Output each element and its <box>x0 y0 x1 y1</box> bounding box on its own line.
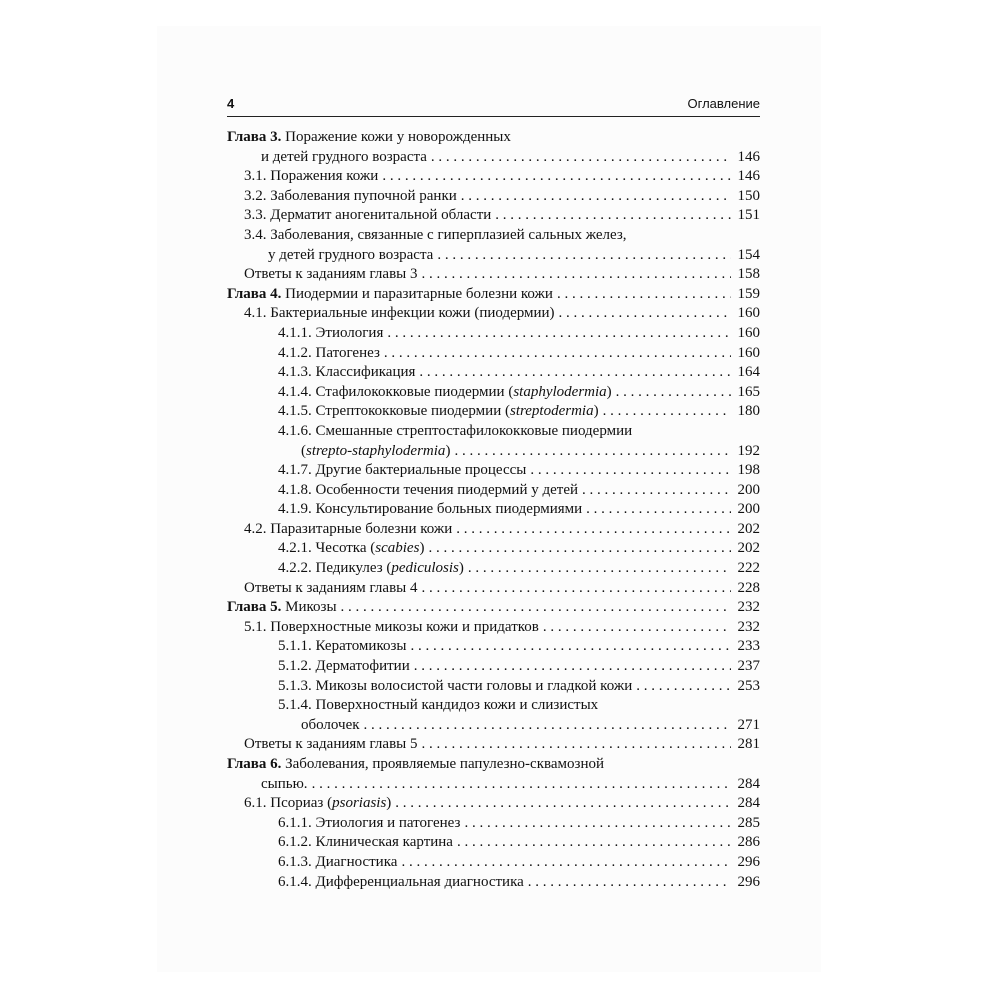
page-ref: 284 <box>737 795 760 812</box>
toc-entry-4-1 <box>227 304 760 324</box>
toc-entry-4-2-2 <box>227 559 760 579</box>
toc-entry-3-4 <box>227 246 760 266</box>
dot-leader <box>528 873 731 893</box>
entry-text: 4.2.1. Чесотка ( <box>278 540 376 557</box>
chapter-title: Поражение кожи у новорожденных <box>285 129 511 145</box>
toc-entry-5-1-4-title <box>227 696 760 716</box>
toc-entry-3-1 <box>227 167 760 187</box>
page-ref: 158 <box>737 266 760 283</box>
toc-entry-6-1-4 <box>227 873 760 893</box>
entry-text: Ответы к заданиям главы 4 <box>244 579 418 596</box>
page-ref: 200 <box>737 501 760 518</box>
page-ref: 160 <box>737 324 760 341</box>
page-number: 4 <box>227 96 235 111</box>
toc-entry-5-1-3 <box>227 677 760 697</box>
entry-text: 5.1.2. Дерматофитии <box>278 658 410 675</box>
page-ref: 192 <box>737 442 760 459</box>
toc-entry-4-1-6 <box>227 442 760 462</box>
entry-text-close: ) <box>458 560 464 577</box>
page-ref: 159 <box>737 285 760 302</box>
page-ref: 198 <box>737 462 760 479</box>
page-ref: 180 <box>737 403 760 420</box>
toc-entry-4-1-2 <box>227 344 760 364</box>
entry-text-close: ) <box>419 540 425 557</box>
page-ref: 233 <box>737 638 760 655</box>
toc-answers-5 <box>227 735 760 755</box>
entry-text: 4.1.5. Стрептококковые пиодермии ( <box>278 403 510 420</box>
chapter-label: Глава 5. <box>227 599 282 616</box>
page-ref: 202 <box>737 520 760 537</box>
dot-leader <box>419 363 731 383</box>
page-ref: 285 <box>737 814 760 831</box>
page-ref: 202 <box>737 540 760 557</box>
latin-term: strepto-staphylodermia <box>306 442 446 459</box>
toc-entry-4-1-3 <box>227 363 760 383</box>
page-ref: 160 <box>737 305 760 322</box>
dot-leader <box>461 187 731 207</box>
entry-text-close: ) <box>445 442 451 459</box>
dot-leader <box>410 637 731 657</box>
dot-leader <box>530 461 731 481</box>
dot-leader <box>414 657 731 677</box>
page-ref: 164 <box>737 364 760 381</box>
dot-leader <box>456 520 731 540</box>
entry-text: 3.3. Дерматит аногенитальной области <box>244 207 492 224</box>
page-ref: 232 <box>737 599 760 616</box>
entry-text-cont: у детей грудного возраста <box>268 246 434 263</box>
toc-chapter-6-title <box>227 755 760 775</box>
entry-text: 4.1.6. Смешанные стрептостафилококковые пиодермии <box>278 422 633 439</box>
entry-text: 6.1.1. Этиология и патогенез <box>278 814 461 831</box>
toc-entry-6-1-3 <box>227 853 760 873</box>
entry-text-open: ( <box>301 442 306 459</box>
toc-entry-4-1-1 <box>227 324 760 344</box>
entry-text: 6.1.2. Клиническая картина <box>278 834 453 851</box>
entry-text: 5.1. Поверхностные микозы кожи и придатков <box>244 618 539 635</box>
toc-entry-6-1-2 <box>227 833 760 853</box>
entry-text: 4.1.7. Другие бактериальные процессы <box>278 462 527 479</box>
dot-leader <box>382 167 731 187</box>
dot-leader <box>543 618 731 638</box>
chapter-label: Глава 4. <box>227 285 282 302</box>
latin-term: streptodermia <box>509 403 594 420</box>
page-ref: 165 <box>737 383 760 400</box>
toc-answers-4 <box>227 579 760 599</box>
chapter-title-cont: сыпью. <box>261 775 308 792</box>
toc-entry-4-1-5 <box>227 402 760 422</box>
entry-text: 5.1.4. Поверхностный кандидоз кожи и слизистых <box>278 697 599 714</box>
dot-leader <box>431 148 731 168</box>
entry-text: 4.1.8. Особенности течения пиодермий у детей <box>278 481 579 498</box>
chapter-label: Глава 3. <box>227 129 282 145</box>
toc-entry-5-1-2 <box>227 657 760 677</box>
entry-text: 6.1. Псориаз ( <box>244 795 333 812</box>
entry-text: 4.1.2. Патогенез <box>278 344 380 361</box>
entry-text: Ответы к заданиям главы 3 <box>244 266 418 283</box>
dot-leader <box>616 383 731 403</box>
entry-text: 5.1.1. Кератомикозы <box>278 638 407 655</box>
entry-text-close: ) <box>606 383 612 400</box>
page-ref: 286 <box>737 834 760 851</box>
toc-entry-6-1-1 <box>227 814 760 834</box>
dot-leader <box>454 442 731 462</box>
dot-leader <box>636 677 731 697</box>
dot-leader <box>364 716 731 736</box>
toc-entry-4-1-6-title <box>227 422 760 442</box>
toc-chapter-5 <box>227 598 760 618</box>
entry-text: 4.1. Бактериальные инфекции кожи (пиодермии) <box>244 305 555 322</box>
page-ref: 154 <box>737 246 760 263</box>
toc-entry-5-1-1 <box>227 637 760 657</box>
page-ref: 284 <box>737 775 760 792</box>
dot-leader <box>387 324 731 344</box>
page-ref: 228 <box>737 579 760 596</box>
entry-text: 3.4. Заболевания, связанные с гиперплазией сальных желез, <box>244 226 627 243</box>
page-ref: 222 <box>737 560 760 577</box>
dot-leader <box>421 735 731 755</box>
dot-leader <box>395 794 731 814</box>
running-header <box>227 96 760 117</box>
dot-leader <box>457 833 731 853</box>
chapter-title: Микозы <box>285 599 337 616</box>
dot-leader <box>421 579 731 599</box>
dot-leader <box>495 206 731 226</box>
entry-text-cont: оболочек <box>301 716 360 733</box>
latin-term: staphylodermia <box>513 383 607 400</box>
entry-text: 6.1.3. Диагностика <box>278 853 398 870</box>
entry-text: 4.2.2. Педикулез ( <box>278 560 392 577</box>
toc-entry-4-1-8 <box>227 481 760 501</box>
toc-entry-3-4-title <box>227 226 760 246</box>
toc-entry-5-1-4 <box>227 716 760 736</box>
toc-chapter-4 <box>227 285 760 305</box>
toc-entry-6-1 <box>227 794 760 814</box>
page-ref: 232 <box>737 618 760 635</box>
toc-entry-4-2 <box>227 520 760 540</box>
dot-leader <box>428 539 731 559</box>
page-ref: 281 <box>737 736 760 753</box>
latin-term: psoriasis <box>332 795 387 812</box>
entry-text-close: ) <box>593 403 599 420</box>
page-ref: 271 <box>737 716 760 733</box>
toc-chapter-3-title <box>227 128 760 148</box>
dot-leader <box>559 304 731 324</box>
toc-entry-4-2-1 <box>227 539 760 559</box>
dot-leader <box>384 344 731 364</box>
entry-text: Ответы к заданиям главы 5 <box>244 736 418 753</box>
toc-entry-3-2 <box>227 187 760 207</box>
entry-text: 4.2. Паразитарные болезни кожи <box>244 520 453 537</box>
entry-text: 3.1. Поражения кожи <box>244 168 379 185</box>
dot-leader <box>401 853 731 873</box>
toc-entry-4-1-9 <box>227 500 760 520</box>
page-ref: 296 <box>737 853 760 870</box>
dot-leader <box>603 402 731 422</box>
dot-leader <box>437 246 731 266</box>
dot-leader <box>582 481 731 501</box>
page-ref: 151 <box>737 207 760 224</box>
toc-chapter-6 <box>227 775 760 795</box>
page-ref: 150 <box>737 187 760 204</box>
chapter-title: Заболевания, проявляемые папулезно-сквамозной <box>285 756 605 772</box>
dot-leader <box>341 598 731 618</box>
latin-term: scabies <box>375 540 420 557</box>
entry-text: 3.2. Заболевания пупочной ранки <box>244 187 457 204</box>
toc-answers-3 <box>227 265 760 285</box>
dot-leader <box>312 775 731 795</box>
dot-leader <box>468 559 731 579</box>
chapter-title-cont: и детей грудного возраста <box>261 148 427 165</box>
section-title: Оглавление <box>687 96 760 111</box>
table-of-contents <box>227 128 760 892</box>
entry-text: 4.1.9. Консультирование больных пиодермиями <box>278 501 583 518</box>
entry-text: 4.1.4. Стафилококковые пиодермии ( <box>278 383 514 400</box>
entry-text: 5.1.3. Микозы волосистой части головы и гладкой кожи <box>278 677 633 694</box>
entry-text-close: ) <box>386 795 392 812</box>
page-ref: 200 <box>737 481 760 498</box>
dot-leader <box>464 814 731 834</box>
toc-entry-5-1 <box>227 618 760 638</box>
entry-text: 4.1.3. Классификация <box>278 364 416 381</box>
latin-term: pediculosis <box>391 560 459 577</box>
page-ref: 146 <box>737 168 760 185</box>
page-ref: 253 <box>737 677 760 694</box>
toc-entry-4-1-4 <box>227 383 760 403</box>
page-ref: 160 <box>737 344 760 361</box>
toc-chapter-3 <box>227 148 760 168</box>
toc-entry-3-3 <box>227 206 760 226</box>
page-ref: 237 <box>737 658 760 675</box>
page-ref: 296 <box>737 873 760 890</box>
dot-leader <box>586 500 731 520</box>
dot-leader <box>421 265 731 285</box>
page-ref: 146 <box>737 148 760 165</box>
chapter-title: Пиодермии и паразитарные болезни кожи <box>285 285 553 302</box>
entry-text: 6.1.4. Дифференциальная диагностика <box>278 873 524 890</box>
entry-text: 4.1.1. Этиология <box>278 324 384 341</box>
chapter-label: Глава 6. <box>227 756 282 772</box>
toc-entry-4-1-7 <box>227 461 760 481</box>
dot-leader <box>557 285 731 305</box>
